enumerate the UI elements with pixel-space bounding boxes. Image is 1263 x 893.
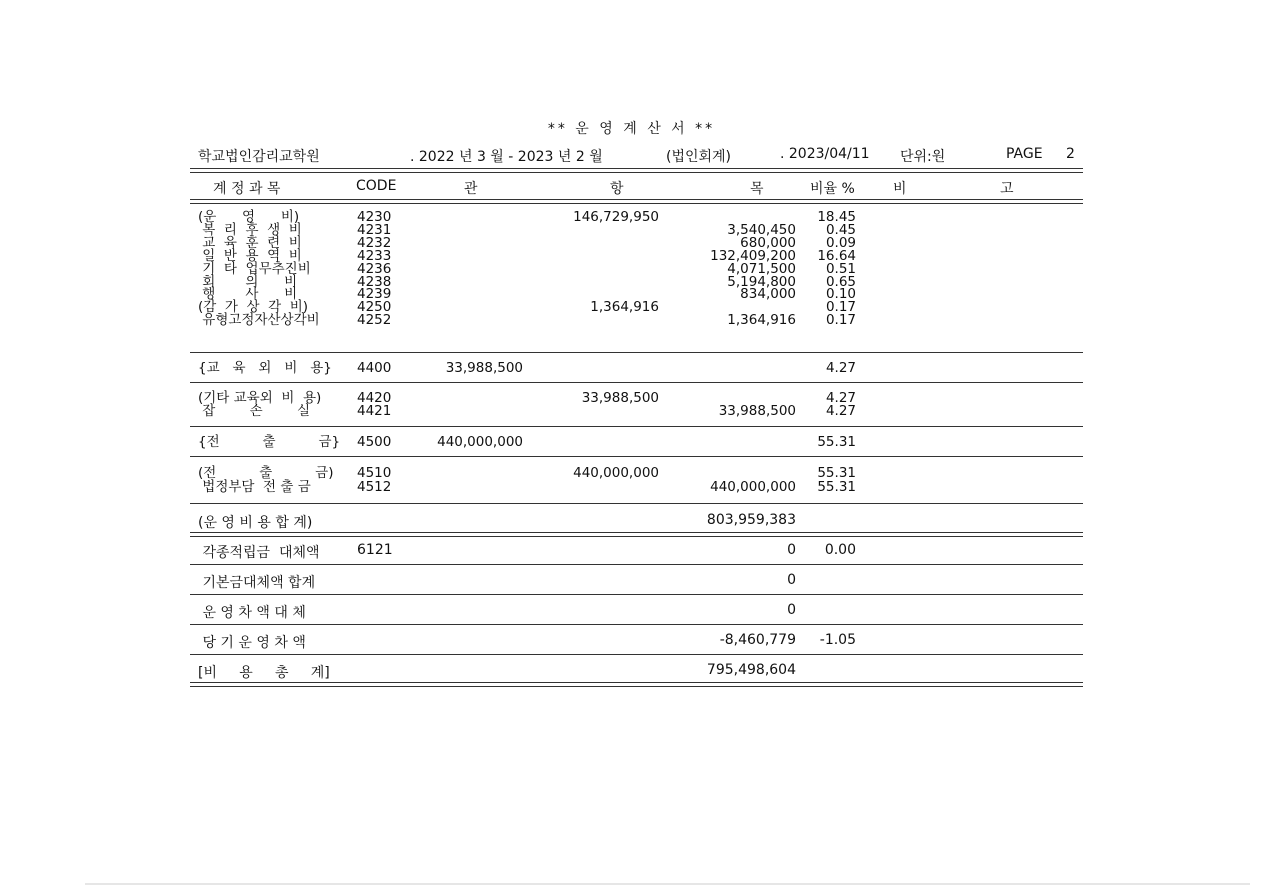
row-ratio: 0.17 [825, 299, 856, 316]
fiscal-period: . 2022 년 3 월 - 2023 년 2 월 [410, 149, 603, 165]
summary-ratio: 0.00 [824, 542, 856, 558]
row-code: 4252 [357, 312, 392, 329]
row-code: 4500 [357, 434, 392, 450]
row-ratio: 55.31 [817, 479, 856, 495]
summary-amount: 0 [787, 542, 796, 558]
row-account-name: 잡 손 실 [198, 403, 311, 419]
row-ratio: 0.51 [825, 260, 856, 277]
row-ratio: 4.27 [825, 390, 856, 406]
row-code: 4250 [357, 299, 392, 316]
row-hang-amount: 440,000,000 [573, 465, 659, 481]
row-mok-amount: 4,071,500 [727, 260, 796, 277]
row-account-name: (감 가 상 각 비) [198, 299, 309, 316]
column-remark-2: 고 [1000, 181, 1014, 197]
column-hang: 항 [610, 181, 624, 197]
row-ratio: 4.27 [825, 360, 856, 376]
row-account-name: 유형고정자산상각비 [198, 312, 320, 329]
row-account-name: (전 출 금) [198, 465, 334, 481]
row-code: 4233 [357, 247, 392, 264]
row-hang-amount: 1,364,916 [590, 299, 659, 316]
row-code: 4232 [357, 234, 392, 251]
summary-amount: 803,959,383 [706, 512, 796, 528]
row-gwan-amount: 440,000,000 [437, 434, 523, 450]
summary-amount: 0 [787, 572, 796, 588]
row-account-name: {교 육 외 비 용} [198, 360, 332, 376]
row-hang-amount: 146,729,950 [573, 209, 659, 225]
summary-label: 운 영 차 액 대 체 [198, 605, 306, 621]
row-code: 4512 [357, 479, 392, 495]
row-account-name: (운 영 비) [198, 209, 300, 225]
row-account-name: 기 타 업무추진비 [198, 260, 311, 277]
summary-amount: 795,498,604 [706, 662, 796, 678]
double-rule [190, 532, 1083, 537]
row-gwan-amount: 33,988,500 [445, 360, 523, 376]
row-ratio: 0.10 [825, 286, 856, 303]
summary-label: [비 용 총 계] [198, 665, 330, 681]
row-account-name: {전 출 금} [198, 434, 341, 450]
row-code: 4510 [357, 465, 392, 481]
column-ratio: 비율 % [810, 181, 855, 197]
row-code: 4420 [357, 390, 392, 406]
row-account-name: 법정부담 전 출 금 [198, 479, 311, 495]
row-account-name: 교 육 훈 련 비 [198, 234, 302, 251]
summary-amount: -8,460,779 [719, 632, 796, 648]
summary-ratio: -1.05 [819, 632, 856, 648]
section-rule [190, 382, 1083, 383]
section-rule [190, 456, 1083, 457]
row-account-name: 행 사 비 [198, 286, 298, 303]
row-account-name: (기타 교육외 비 용) [198, 390, 322, 406]
row-ratio: 18.45 [817, 209, 856, 225]
summary-label: 기본금대체액 합계 [198, 575, 316, 591]
row-ratio: 16.64 [817, 247, 856, 264]
summary-label: 당 기 운 영 차 액 [198, 635, 306, 651]
column-account: 계 정 과 목 [213, 181, 281, 197]
section-rule [190, 654, 1083, 655]
report-title: ** 운 영 계 산 서 ** [547, 121, 716, 137]
section-rule [190, 426, 1083, 427]
section-rule [190, 624, 1083, 625]
double-rule [190, 199, 1083, 204]
scan-edge-shadow [85, 883, 1250, 885]
row-ratio: 0.09 [825, 234, 856, 251]
row-mok-amount: 680,000 [740, 234, 796, 251]
double-rule [190, 168, 1083, 173]
column-mok: 목 [750, 181, 764, 197]
column-gwan: 관 [464, 181, 478, 197]
summary-label: 각종적립금 대체액 [198, 545, 320, 561]
row-ratio: 55.31 [817, 434, 856, 450]
row-code: 4421 [357, 403, 392, 419]
column-remark-1: 비 [893, 181, 907, 197]
summary-label: (운 영 비 용 합 계) [198, 515, 313, 531]
summary-code: 6121 [357, 542, 393, 558]
row-ratio: 0.65 [825, 273, 856, 290]
row-hang-amount: 33,988,500 [581, 390, 659, 406]
row-account-name: 일 반 용 역 비 [198, 247, 302, 264]
account-type: (법인회계) [666, 149, 732, 165]
row-mok-amount: 3,540,450 [727, 221, 796, 238]
row-code: 4230 [357, 209, 392, 225]
summary-amount: 0 [787, 602, 796, 618]
section-rule [190, 352, 1083, 353]
row-ratio: 0.45 [825, 221, 856, 238]
row-code: 4231 [357, 221, 392, 238]
row-code: 4400 [357, 360, 392, 376]
row-mok-amount: 440,000,000 [710, 479, 796, 495]
report-date: . 2023/04/11 [780, 146, 870, 162]
double-rule [190, 682, 1083, 687]
row-ratio: 55.31 [817, 465, 856, 481]
organization-name: 학교법인감리교학원 [198, 149, 320, 165]
row-account-name: 복 리 후 생 비 [198, 221, 302, 238]
page-number: 2 [1066, 146, 1075, 162]
row-code: 4238 [357, 273, 392, 290]
row-mok-amount: 132,409,200 [710, 247, 796, 264]
section-rule [190, 503, 1083, 504]
section-rule [190, 564, 1083, 565]
row-account-name: 회 의 비 [198, 273, 298, 290]
column-code: CODE [356, 178, 397, 194]
row-code: 4239 [357, 286, 392, 303]
row-mok-amount: 834,000 [740, 286, 796, 303]
section-rule [190, 594, 1083, 595]
unit-label: 단위:원 [900, 149, 946, 165]
row-mok-amount: 5,194,800 [727, 273, 796, 290]
row-ratio: 0.17 [825, 312, 856, 329]
row-ratio: 4.27 [825, 403, 856, 419]
page-label: PAGE [1006, 146, 1043, 162]
row-mok-amount: 1,364,916 [727, 312, 796, 329]
row-code: 4236 [357, 260, 392, 277]
row-mok-amount: 33,988,500 [718, 403, 796, 419]
